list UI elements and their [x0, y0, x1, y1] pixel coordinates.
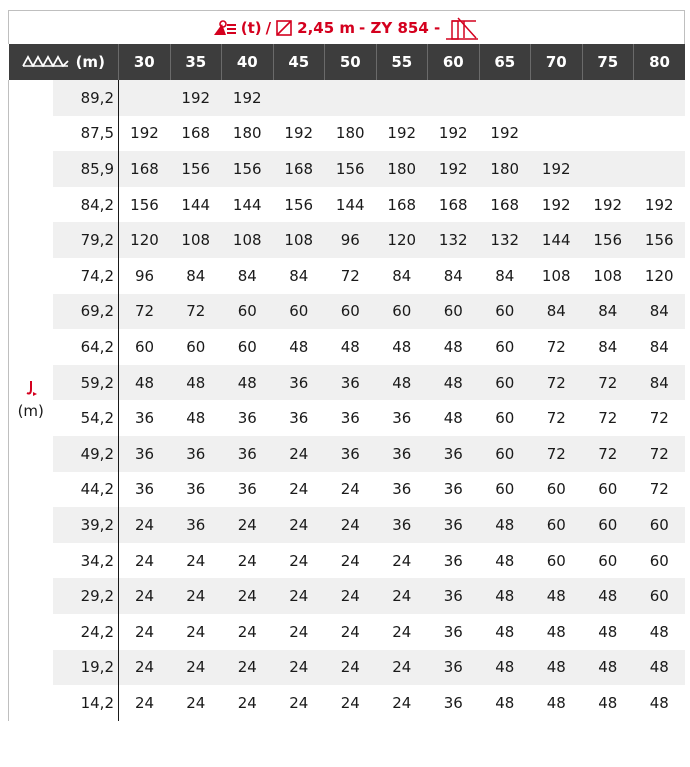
capacity-cell: 24 — [273, 543, 325, 579]
capacity-cell: 72 — [634, 436, 686, 472]
capacity-cell: 36 — [428, 685, 480, 721]
capacity-cell: 192 — [119, 116, 171, 152]
capacity-cell: 48 — [222, 365, 274, 401]
capacity-cell: 60 — [479, 365, 531, 401]
capacity-cell: 72 — [119, 294, 171, 330]
capacity-cell: 48 — [479, 685, 531, 721]
capacity-cell: 144 — [170, 187, 222, 223]
capacity-cell: 108 — [222, 222, 274, 258]
capacity-cell: 24 — [222, 685, 274, 721]
capacity-cell: 48 — [119, 365, 171, 401]
capacity-cell: 36 — [222, 436, 274, 472]
capacity-cell — [531, 80, 583, 116]
hook-height-value: 14,2 — [53, 685, 119, 721]
capacity-cell: 48 — [325, 329, 377, 365]
capacity-cell: 36 — [119, 436, 171, 472]
table-row — [9, 650, 686, 686]
capacity-cell: 48 — [170, 365, 222, 401]
capacity-cell: 60 — [119, 329, 171, 365]
capacity-cell: 156 — [170, 151, 222, 187]
table-row — [9, 436, 686, 472]
capacity-cell: 36 — [325, 436, 377, 472]
capacity-cell: 36 — [222, 400, 274, 436]
capacity-cell: 48 — [376, 365, 428, 401]
capacity-cell — [582, 116, 634, 152]
capacity-cell: 144 — [531, 222, 583, 258]
hook-height-value: 59,2 — [53, 365, 119, 401]
capacity-cell: 24 — [119, 650, 171, 686]
capacity-cell: 156 — [634, 222, 686, 258]
capacity-cell: 60 — [531, 543, 583, 579]
table-row — [9, 329, 686, 365]
capacity-cell: 36 — [273, 365, 325, 401]
capacity-cell: 48 — [479, 650, 531, 686]
capacity-cell: 24 — [170, 650, 222, 686]
jib-unit: (m) — [75, 53, 105, 71]
capacity-cell: 168 — [273, 151, 325, 187]
table-row — [9, 258, 686, 294]
capacity-cell: 156 — [222, 151, 274, 187]
capacity-cell: 48 — [479, 543, 531, 579]
capacity-cell: 60 — [582, 507, 634, 543]
capacity-cell: 24 — [376, 578, 428, 614]
capacity-cell: 24 — [119, 614, 171, 650]
capacity-cell: 192 — [222, 80, 274, 116]
capacity-cell: 72 — [531, 329, 583, 365]
capacity-cell: 96 — [325, 222, 377, 258]
capacity-cell: 168 — [170, 116, 222, 152]
capacity-cell: 84 — [634, 365, 686, 401]
crane-outline-icon — [444, 16, 480, 40]
capacity-cell — [119, 80, 171, 116]
hook-height-label — [9, 80, 53, 721]
capacity-cell: 48 — [531, 685, 583, 721]
hook-height-value: 39,2 — [53, 507, 119, 543]
capacity-cell: 36 — [119, 400, 171, 436]
capacity-cell: 36 — [170, 436, 222, 472]
capacity-cell: 168 — [479, 187, 531, 223]
capacity-cell: 72 — [531, 400, 583, 436]
capacity-cell: 24 — [222, 614, 274, 650]
capacity-cell: 60 — [634, 578, 686, 614]
capacity-cell: 36 — [428, 614, 480, 650]
capacity-cell — [582, 80, 634, 116]
capacity-cell: 192 — [376, 116, 428, 152]
capacity-cell: 36 — [376, 400, 428, 436]
capacity-cell: 60 — [222, 294, 274, 330]
capacity-cell: 132 — [428, 222, 480, 258]
table-row — [9, 614, 686, 650]
capacity-cell: 24 — [376, 543, 428, 579]
capacity-cell: 192 — [582, 187, 634, 223]
capacity-cell: 24 — [273, 436, 325, 472]
capacity-cell: 24 — [273, 650, 325, 686]
title-separator: / — [265, 18, 272, 37]
load-weight-icon — [213, 19, 237, 37]
capacity-cell: 48 — [634, 614, 686, 650]
capacity-cell: 156 — [582, 222, 634, 258]
capacity-cell: 120 — [119, 222, 171, 258]
capacity-cell: 72 — [582, 436, 634, 472]
hook-height-value: 24,2 — [53, 614, 119, 650]
chart-title — [8, 10, 685, 44]
capacity-cell — [428, 80, 480, 116]
capacity-cell: 192 — [531, 151, 583, 187]
capacity-cell: 24 — [170, 543, 222, 579]
hook-height-value: 87,5 — [53, 116, 119, 152]
hook-height-value: 19,2 — [53, 650, 119, 686]
hook-height-value: 79,2 — [53, 222, 119, 258]
capacity-cell: 60 — [479, 294, 531, 330]
hook-height-value: 84,2 — [53, 187, 119, 223]
capacity-cell: 60 — [222, 329, 274, 365]
capacity-cell: 84 — [582, 294, 634, 330]
capacity-cell: 48 — [582, 650, 634, 686]
capacity-cell: 24 — [222, 543, 274, 579]
table-row — [9, 116, 686, 152]
capacity-cell: 192 — [634, 187, 686, 223]
capacity-cell: 72 — [582, 400, 634, 436]
capacity-cell: 48 — [634, 650, 686, 686]
hook-height-value: 44,2 — [53, 472, 119, 508]
capacity-cell: 60 — [634, 507, 686, 543]
hook-height-unit: (m) — [17, 402, 44, 421]
capacity-cell: 180 — [479, 151, 531, 187]
table-row — [9, 507, 686, 543]
hook-height-value: 69,2 — [53, 294, 119, 330]
capacity-cell: 36 — [428, 507, 480, 543]
capacity-cell: 72 — [582, 365, 634, 401]
capacity-cell: 24 — [119, 685, 171, 721]
capacity-cell: 48 — [634, 685, 686, 721]
capacity-cell: 60 — [479, 472, 531, 508]
capacity-cell: 192 — [273, 116, 325, 152]
capacity-cell — [479, 80, 531, 116]
capacity-cell: 72 — [531, 365, 583, 401]
capacity-cell: 144 — [325, 187, 377, 223]
capacity-cell: 48 — [582, 685, 634, 721]
capacity-cell: 24 — [273, 507, 325, 543]
hook-height-value: 29,2 — [53, 578, 119, 614]
capacity-cell: 36 — [325, 400, 377, 436]
capacity-cell: 48 — [170, 400, 222, 436]
capacity-cell: 36 — [325, 365, 377, 401]
capacity-cell: 48 — [582, 614, 634, 650]
capacity-cell: 48 — [428, 329, 480, 365]
capacity-cell: 168 — [376, 187, 428, 223]
capacity-cell: 144 — [222, 187, 274, 223]
capacity-cell: 48 — [531, 578, 583, 614]
capacity-cell: 24 — [119, 578, 171, 614]
capacity-cell: 84 — [222, 258, 274, 294]
capacity-cell: 72 — [325, 258, 377, 294]
capacity-cell: 60 — [170, 329, 222, 365]
capacity-cell: 84 — [634, 329, 686, 365]
capacity-cell: 36 — [170, 507, 222, 543]
capacity-cell: 24 — [325, 614, 377, 650]
mast-section-icon — [275, 18, 293, 37]
hook-height-value: 34,2 — [53, 543, 119, 579]
capacity-cell — [376, 80, 428, 116]
capacity-cell: 84 — [428, 258, 480, 294]
table-row — [9, 365, 686, 401]
capacity-cell: 24 — [170, 685, 222, 721]
jib-col: 30 — [119, 44, 171, 80]
capacity-cell — [273, 80, 325, 116]
hook-height-value: 49,2 — [53, 436, 119, 472]
capacity-cell: 36 — [376, 436, 428, 472]
table-row — [9, 578, 686, 614]
capacity-cell: 192 — [428, 151, 480, 187]
capacity-cell: 36 — [428, 543, 480, 579]
capacity-cell: 84 — [531, 294, 583, 330]
capacity-cell: 24 — [170, 614, 222, 650]
capacity-cell — [582, 151, 634, 187]
capacity-cell: 108 — [273, 222, 325, 258]
capacity-cell: 84 — [582, 329, 634, 365]
capacity-cell: 48 — [273, 329, 325, 365]
capacity-cell: 48 — [479, 578, 531, 614]
capacity-cell: 72 — [634, 472, 686, 508]
capacity-cell: 24 — [222, 650, 274, 686]
header-row — [9, 44, 686, 80]
hook-height-value: 85,9 — [53, 151, 119, 187]
capacity-cell: 180 — [376, 151, 428, 187]
capacity-cell: 24 — [376, 650, 428, 686]
table-row — [9, 222, 686, 258]
capacity-cell: 24 — [273, 614, 325, 650]
table-row — [9, 543, 686, 579]
capacity-cell: 84 — [376, 258, 428, 294]
capacity-cell: 60 — [531, 472, 583, 508]
capacity-cell: 48 — [531, 650, 583, 686]
capacity-cell: 60 — [582, 472, 634, 508]
capacity-cell: 24 — [325, 650, 377, 686]
hook-height-value: 64,2 — [53, 329, 119, 365]
capacity-cell — [634, 80, 686, 116]
capacity-cell: 192 — [531, 187, 583, 223]
capacity-cell: 108 — [582, 258, 634, 294]
capacity-cell: 36 — [428, 578, 480, 614]
capacity-cell: 108 — [531, 258, 583, 294]
capacity-table — [8, 44, 685, 721]
capacity-cell: 84 — [634, 294, 686, 330]
capacity-cell: 36 — [428, 650, 480, 686]
jib-col: 75 — [582, 44, 634, 80]
table-row — [9, 400, 686, 436]
capacity-cell: 24 — [273, 685, 325, 721]
capacity-cell: 36 — [273, 400, 325, 436]
title-model: - ZY 854 - — [359, 18, 441, 37]
capacity-cell: 48 — [479, 507, 531, 543]
capacity-cell: 72 — [531, 436, 583, 472]
capacity-cell: 84 — [273, 258, 325, 294]
table-row — [9, 151, 686, 187]
capacity-cell: 60 — [479, 329, 531, 365]
capacity-cell: 36 — [376, 507, 428, 543]
capacity-cell: 48 — [531, 614, 583, 650]
jib-col: 60 — [428, 44, 480, 80]
jib-col: 55 — [376, 44, 428, 80]
table-row — [9, 80, 686, 116]
capacity-cell: 24 — [170, 578, 222, 614]
table-row — [9, 472, 686, 508]
capacity-cell: 84 — [479, 258, 531, 294]
capacity-cell: 60 — [479, 436, 531, 472]
jib-col: 40 — [222, 44, 274, 80]
capacity-cell: 72 — [170, 294, 222, 330]
capacity-cell: 60 — [634, 543, 686, 579]
capacity-cell: 24 — [325, 472, 377, 508]
table-row — [9, 187, 686, 223]
capacity-cell: 72 — [634, 400, 686, 436]
jib-length-header — [9, 44, 119, 80]
capacity-cell: 192 — [479, 116, 531, 152]
capacity-cell: 192 — [428, 116, 480, 152]
capacity-cell: 36 — [428, 472, 480, 508]
capacity-cell: 24 — [119, 507, 171, 543]
capacity-cell: 24 — [273, 578, 325, 614]
capacity-cell: 48 — [376, 329, 428, 365]
capacity-cell — [634, 116, 686, 152]
capacity-cell: 24 — [222, 507, 274, 543]
capacity-cell: 192 — [170, 80, 222, 116]
capacity-cell: 24 — [119, 543, 171, 579]
capacity-cell: 60 — [479, 400, 531, 436]
capacity-cell: 48 — [479, 614, 531, 650]
capacity-cell: 24 — [376, 685, 428, 721]
capacity-cell: 60 — [428, 294, 480, 330]
title-unit: (t) — [240, 18, 262, 37]
capacity-cell: 60 — [273, 294, 325, 330]
capacity-cell: 60 — [531, 507, 583, 543]
capacity-cell: 120 — [376, 222, 428, 258]
capacity-cell: 60 — [582, 543, 634, 579]
capacity-cell — [531, 116, 583, 152]
capacity-cell: 24 — [376, 614, 428, 650]
jib-truss-icon — [22, 53, 70, 71]
jib-col: 50 — [325, 44, 377, 80]
hook-height-value: 54,2 — [53, 400, 119, 436]
capacity-cell: 24 — [325, 685, 377, 721]
capacity-cell: 168 — [119, 151, 171, 187]
capacity-cell: 24 — [222, 578, 274, 614]
capacity-cell: 108 — [170, 222, 222, 258]
capacity-cell: 60 — [376, 294, 428, 330]
capacity-cell: 24 — [325, 578, 377, 614]
capacity-cell — [634, 151, 686, 187]
capacity-cell: 180 — [222, 116, 274, 152]
capacity-cell: 48 — [428, 400, 480, 436]
capacity-cell: 60 — [325, 294, 377, 330]
table-body — [9, 80, 686, 721]
capacity-cell: 156 — [325, 151, 377, 187]
capacity-cell: 168 — [428, 187, 480, 223]
hook-height-icon — [24, 380, 38, 402]
capacity-cell: 36 — [428, 436, 480, 472]
capacity-cell: 132 — [479, 222, 531, 258]
capacity-cell: 156 — [119, 187, 171, 223]
capacity-cell: 24 — [325, 543, 377, 579]
capacity-cell: 120 — [634, 258, 686, 294]
capacity-cell: 48 — [582, 578, 634, 614]
capacity-cell: 96 — [119, 258, 171, 294]
jib-col: 35 — [170, 44, 222, 80]
hook-height-value: 89,2 — [53, 80, 119, 116]
table-row — [9, 685, 686, 721]
jib-col: 65 — [479, 44, 531, 80]
capacity-cell: 48 — [428, 365, 480, 401]
title-mast-section: 2,45 m — [297, 18, 356, 37]
capacity-cell — [325, 80, 377, 116]
capacity-cell: 36 — [170, 472, 222, 508]
capacity-cell: 180 — [325, 116, 377, 152]
capacity-cell: 84 — [170, 258, 222, 294]
jib-col: 80 — [634, 44, 686, 80]
capacity-cell: 36 — [222, 472, 274, 508]
jib-col: 70 — [531, 44, 583, 80]
capacity-cell: 24 — [325, 507, 377, 543]
capacity-cell: 36 — [119, 472, 171, 508]
table-row — [9, 294, 686, 330]
capacity-cell: 36 — [376, 472, 428, 508]
jib-col: 45 — [273, 44, 325, 80]
capacity-cell: 24 — [273, 472, 325, 508]
capacity-cell: 156 — [273, 187, 325, 223]
hook-height-value: 74,2 — [53, 258, 119, 294]
